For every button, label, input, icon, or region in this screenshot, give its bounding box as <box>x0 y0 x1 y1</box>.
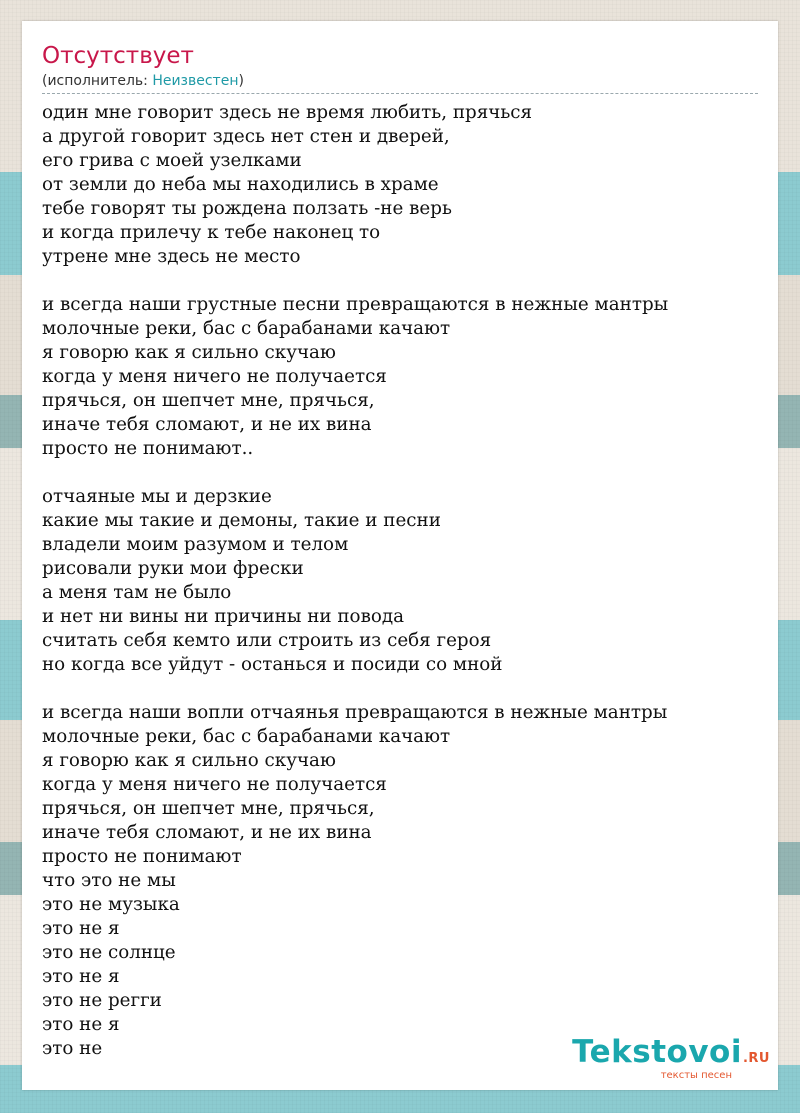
lyric-line: какие мы такие и демоны, такие и песни <box>42 510 441 531</box>
stanza-break <box>42 677 758 701</box>
site-logo[interactable] <box>550 1035 770 1082</box>
lyric-line: и всегда наши вопли отчаянья превращаются в нежные мантры <box>42 702 668 723</box>
lyric-line: это не я <box>42 1014 120 1035</box>
lyric-line: просто не понимают <box>42 846 242 867</box>
lyric-line: прячься, он шепчет мне, прячься, <box>42 390 375 411</box>
artist-link[interactable]: Неизвестен <box>152 73 239 89</box>
lyric-line: прячься, он шепчет мне, прячься, <box>42 798 375 819</box>
stanza-break <box>42 269 758 293</box>
lyric-line: от земли до неба мы находились в храме <box>42 174 439 195</box>
lyric-line: когда у меня ничего не получается <box>42 366 387 387</box>
song-title: Отсутствует <box>42 43 194 69</box>
lyric-line: иначе тебя сломают, и не их вина <box>42 414 372 435</box>
lyric-line: когда у меня ничего не получается <box>42 774 387 795</box>
artist-line <box>42 71 758 94</box>
lyric-line: тебе говорят ты рождена ползать -не верь <box>42 198 452 219</box>
lyric-line: иначе тебя сломают, и не их вина <box>42 822 372 843</box>
lyric-line: отчаяные мы и дерзкие <box>42 486 272 507</box>
song-header <box>42 41 758 94</box>
lyric-line: что это не мы <box>42 870 176 891</box>
lyric-line: рисовали руки мои фрески <box>42 558 304 579</box>
lyric-line: я говорю как я сильно скучаю <box>42 750 336 771</box>
artist-suffix: ) <box>238 73 244 89</box>
logo-name: Tekstovoi <box>572 1034 742 1070</box>
lyric-line: это не я <box>42 918 120 939</box>
lyrics-card <box>22 21 778 1090</box>
lyric-line: молочные реки, бас с барабанами качают <box>42 318 451 339</box>
lyric-line: это не регги <box>42 990 162 1011</box>
lyric-line: его грива с моей узелками <box>42 150 302 171</box>
lyric-line: просто не понимают.. <box>42 438 254 459</box>
lyric-line: а другой говорит здесь нет стен и дверей, <box>42 126 450 147</box>
lyric-line: молочные реки, бас с барабанами качают <box>42 726 451 747</box>
lyric-line: это не солнце <box>42 942 176 963</box>
lyric-line: владели моим разумом и телом <box>42 534 349 555</box>
lyric-line: это не я <box>42 966 120 987</box>
lyric-line: а меня там не было <box>42 582 232 603</box>
lyric-line: но когда все уйдут - останься и посиди со мной <box>42 654 503 675</box>
lyric-line: это не музыка <box>42 894 180 915</box>
artist-prefix: (исполнитель: <box>42 73 153 89</box>
lyric-line: и всегда наши грустные песни превращаются в нежные мантры <box>42 294 669 315</box>
logo-tagline: тексты песен <box>660 1070 732 1081</box>
lyric-line: я говорю как я сильно скучаю <box>42 342 336 363</box>
lyric-line: один мне говорит здесь не время любить, прячься <box>42 102 533 123</box>
lyric-line: утрене мне здесь не место <box>42 246 301 267</box>
stanza-break <box>42 461 758 485</box>
lyric-line: считать себя кемто или строить из себя героя <box>42 630 492 651</box>
logo-tld: .RU <box>742 1051 770 1066</box>
lyric-line: и когда прилечу к тебе наконец то <box>42 222 381 243</box>
lyrics-text <box>42 101 758 1061</box>
lyric-line: и нет ни вины ни причины ни повода <box>42 606 405 627</box>
lyric-line: это не <box>42 1038 103 1059</box>
